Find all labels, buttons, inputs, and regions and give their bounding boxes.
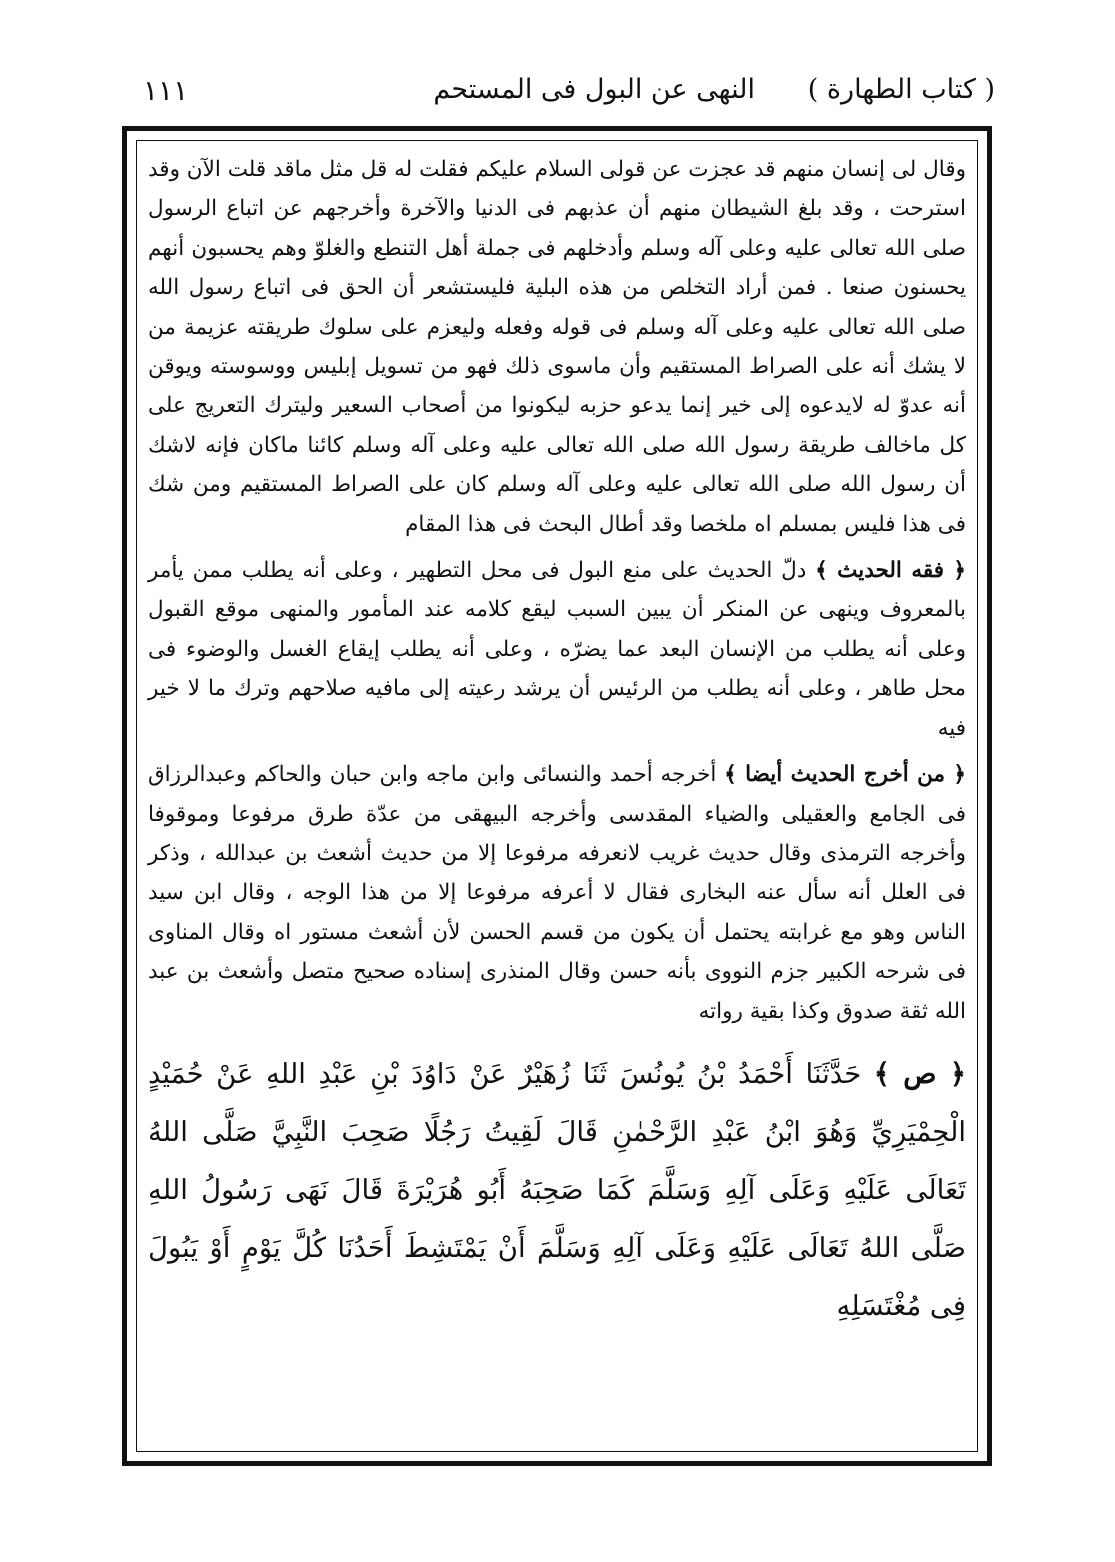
page-body <box>148 150 966 1335</box>
takhrij-text: أخرجه أحمد والنسائى وابن ماجه وابن حبان والحاكم وعبدالرزاق فى الجامع والعقيلى والضياء المقدسى وأخرجه البيهقى من عدّة طرق مرفوعا وموقوفا وأخرجه الترمذى وقال حديث غريب لانعرفه مرفوعا إلا من حديث أشعث بن عبدالله ، وذكر فى العلل أنه سأل عنه البخارى فقال لا أعرفه مرفوعا إلا من هذا الوجه ، وقال ابن سيد الناس وهو مع غرابته يحتمل أن يكون من قسم الحسن لأن أشعث مستور اه وقال المناوى فى شرحه الكبير جزم النووى بأنه حسن وقال المنذرى إسناده صحيح متصل وأشعث بن عبد الله ثقة صدوق وكذا بقية رواته <box>148 762 966 1024</box>
running-header <box>115 70 995 120</box>
fiqh-text: دلّ الحديث على منع البول فى محل التطهير ، وعلى أنه يطلب ممن يأمر بالمعروف وينهى عن المنكر أن يبين السبب ليقع كلامه عند المأمور والمنهى موقع القبول وعلى أنه يطلب من الإنسان البعد عما يضرّه ، وعلى أنه يطلب إيقاع الغسل والوضوء فى محل طاهر ، وعلى أنه يطلب من الرئيس أن يرشد رعيته إلى مافيه صلاحهم وترك ما لا خير فيه <box>148 558 966 741</box>
hadith-paragraph <box>148 1045 966 1335</box>
page-number: ١١١ <box>143 74 189 107</box>
fiqh-paragraph <box>148 551 966 748</box>
takhrij-heading: ﴿ من أخرج الحديث أيضا ﴾ <box>724 762 966 788</box>
hadith-marker: ﴿ ص ﴾ <box>873 1057 966 1090</box>
hadith-text: حَدَّثَنَا أَحْمَدُ بْنُ يُونُسَ ثَنَا زُهَيْرٌ عَنْ دَاوُدَ بْنِ عَبْدِ اللهِ عَنْ حُمَيْدٍ الْحِمْيَرِيِّ وَهُوَ ابْنُ عَبْدِ الرَّحْمٰنِ قَالَ لَقِيتُ رَجُلًا صَحِبَ النَّبِيَّ صَلَّى اللهُ تَعَالَى عَلَيْهِ وَعَلَى آلِهِ وَسَلَّمَ كَمَا صَحِبَهُ أَبُو هُرَيْرَةَ قَالَ نَهَى رَسُولُ اللهِ صَلَّى اللهُ تَعَالَى عَلَيْهِ وَعَلَى آلِهِ وَسَلَّمَ أَنْ يَمْتَشِطَ أَحَدُنَا كُلَّ يَوْمٍ أَوْ يَبُولَ فِى مُغْتَسَلِهِ <box>148 1057 966 1322</box>
commentary-paragraph: وقال لى إنسان منهم قد عجزت عن قولى السلام عليكم فقلت له قل مثل ماقد قلت الآن وقد استرحت ، وقد بلغ الشيطان منهم أن عذبهم فى الدنيا والآخرة وأخرجهم عن اتباع الرسول صلى الله تعالى عليه وعلى آله وسلم وأدخلهم فى جملة أهل التنطع والغلوّ وهم يحسبون أنهم يحسنون صنعا . فمن أراد التخلص من هذه البلية فليستشعر أن الحق فى اتباع رسول الله صلى الله تعالى عليه وعلى آله وسلم فى قوله وفعله وليعزم على سلوك طريقته عزيمة من لا يشك أنه على الصراط المستقيم وأن ماسوى ذلك فهو من تسويل إبليس ووسوسته ويوقن أنه عدوّ له لايدعوه إلى خير إنما يدعو حزبه ليكونوا من أصحاب السعير وليترك التعريج على كل ماخالف طريقة رسول الله صلى الله تعالى عليه وعلى آله وسلم كائنا ماكان فإنه لاشك أن رسول الله صلى الله تعالى عليه وعلى آله وسلم كان على الصراط المستقيم ومن شك فى هذا فليس بمسلم اه ملخصا وقد أطال البحث فى هذا المقام <box>148 157 966 537</box>
fiqh-heading: ﴿ فقه الحديث ﴾ <box>815 558 966 584</box>
book-section-title: ( كتاب الطهارة ) <box>807 74 995 105</box>
takhrij-paragraph <box>148 755 966 1031</box>
chapter-title: النهى عن البول فى المستحم <box>433 74 755 105</box>
